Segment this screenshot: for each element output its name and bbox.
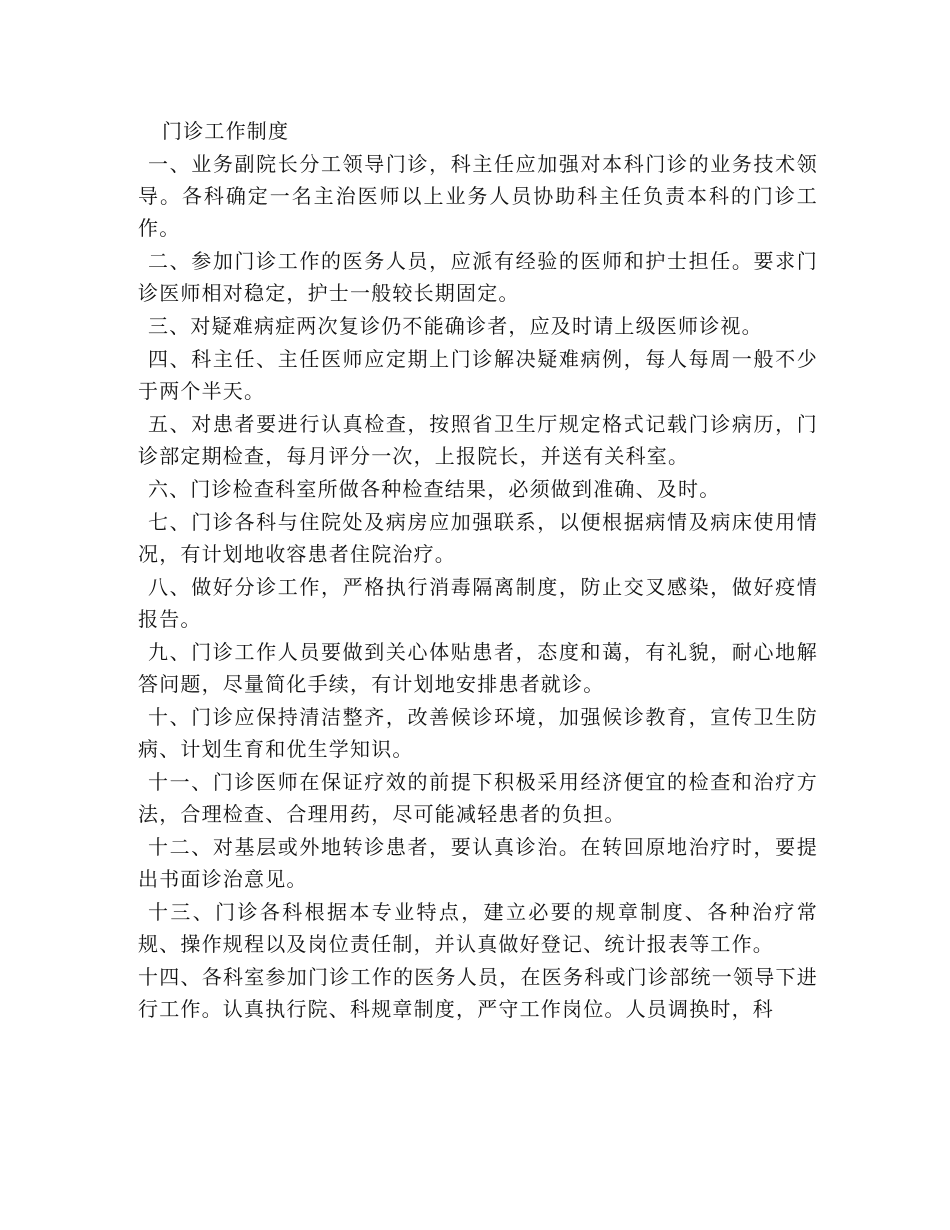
paragraph-12: 十二、对基层或外地转诊患者，要认真诊治。在转回原地治疗时，要提出书面诊治意见。	[138, 835, 818, 891]
paragraph-10: 十、门诊应保持清洁整齐，改善候诊环境，加强候诊教育，宣传卫生防病、计划生育和优生学知识。	[138, 705, 818, 761]
document-body	[138, 115, 818, 1026]
paragraph-13: 十三、门诊各科根据本专业特点，建立必要的规章制度、各种治疗常规、操作规程以及岗位责任制，并认真做好登记、统计报表等工作。	[138, 900, 818, 956]
paragraph-9: 九、门诊工作人员要做到关心体贴患者，态度和蔼，有礼貌，耐心地解答问题，尽量简化手续，有计划地安排患者就诊。	[138, 640, 818, 696]
paragraph-11: 十一、门诊医师在保证疗效的前提下积极采用经济便宜的检查和治疗方法，合理检查、合理用药，尽可能减轻患者的负担。	[138, 770, 818, 826]
document-title: 门诊工作制度	[162, 119, 290, 143]
paragraph-2: 二、参加门诊工作的医务人员，应派有经验的医师和护士担任。要求门诊医师相对稳定，护士一般较长期固定。	[138, 249, 818, 305]
paragraph-4: 四、科主任、主任医师应定期上门诊解决疑难病例，每人每周一般不少于两个半天。	[138, 347, 818, 403]
paragraph-5: 五、对患者要进行认真检查，按照省卫生厅规定格式记载门诊病历，门诊部定期检查，每月评分一次，上报院长，并送有关科室。	[138, 412, 818, 468]
paragraph-1: 一、业务副院长分工领导门诊，科主任应加强对本科门诊的业务技术领导。各科确定一名主治医师以上业务人员协助科主任负责本科的门诊工作。	[138, 152, 818, 240]
paragraph-14: 十四、各科室参加门诊工作的医务人员，在医务科或门诊部统一领导下进行工作。认真执行院、科规章制度，严守工作岗位。人员调换时，科	[138, 965, 818, 1021]
paragraph-7: 七、门诊各科与住院处及病房应加强联系，以便根据病情及病床使用情况，有计划地收容患者住院治疗。	[138, 510, 818, 566]
paragraph-6: 六、门诊检查科室所做各种检查结果，必须做到准确、及时。	[148, 477, 721, 501]
paragraph-3: 三、对疑难病症两次复诊仍不能确诊者，应及时请上级医师诊视。	[148, 314, 763, 338]
paragraph-8: 八、做好分诊工作，严格执行消毒隔离制度，防止交叉感染，做好疫情报告。	[138, 575, 818, 631]
